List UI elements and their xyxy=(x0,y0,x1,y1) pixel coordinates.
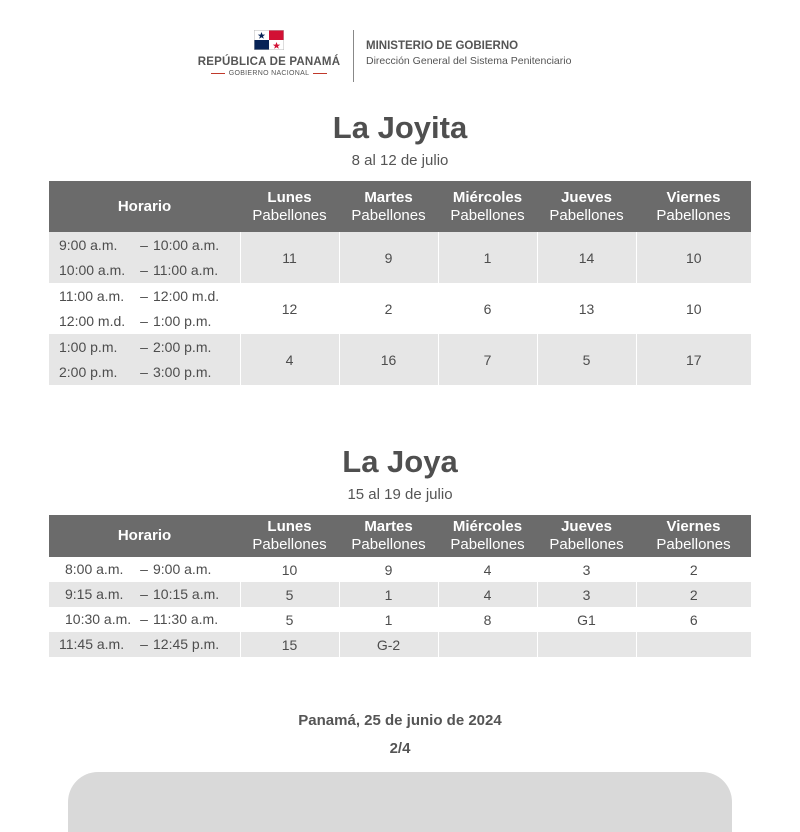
value-cell: 5 xyxy=(537,334,636,385)
header-horario: Horario xyxy=(49,181,240,232)
time-cell: 1:00 p.m. – 2:00 p.m. 2:00 p.m. – 3:00 p.m. xyxy=(49,334,240,385)
header-horario: Horario xyxy=(49,515,240,557)
value-cell: 4 xyxy=(438,582,537,607)
value-cell: 2 xyxy=(636,557,751,582)
value-cell: 11 xyxy=(240,232,339,283)
header-martes: Martes Pabellones xyxy=(339,181,438,232)
direccion-label: Dirección General del Sistema Penitenciario xyxy=(366,55,572,67)
joyita-schedule-table xyxy=(49,181,751,385)
joyita-dates: 8 al 12 de julio xyxy=(351,152,449,169)
value-cell: 13 xyxy=(537,283,636,334)
value-cell: 15 xyxy=(240,632,339,657)
time-cell: 9:00 a.m. – 10:00 a.m. 10:00 a.m. – 11:00 a.m. xyxy=(49,232,240,283)
time-cell: 9:15 a.m. – 10:15 a.m. xyxy=(49,582,240,607)
table-header-row xyxy=(49,515,751,557)
value-cell: 16 xyxy=(339,334,438,385)
value-cell xyxy=(438,632,537,657)
value-cell: 5 xyxy=(240,582,339,607)
time-cell: 11:45 a.m. – 12:45 p.m. xyxy=(49,632,240,657)
table-row xyxy=(49,582,751,607)
panama-flag-icon xyxy=(254,30,284,50)
value-cell: 9 xyxy=(339,557,438,582)
gobierno-label xyxy=(196,70,342,77)
bottom-decoration-bar xyxy=(68,772,732,832)
value-cell: G1 xyxy=(537,607,636,632)
value-cell: 8 xyxy=(438,607,537,632)
header-jueves: Jueves Pabellones xyxy=(537,515,636,557)
table-header-row xyxy=(49,181,751,232)
value-cell: 9 xyxy=(339,232,438,283)
value-cell: 1 xyxy=(339,607,438,632)
ministerio-label: MINISTERIO DE GOBIERNO xyxy=(366,40,519,52)
value-cell: 17 xyxy=(636,334,751,385)
value-cell: G-2 xyxy=(339,632,438,657)
page-number: 2/4 xyxy=(389,740,411,757)
header-viernes: Viernes Pabellones xyxy=(636,515,751,557)
value-cell: 14 xyxy=(537,232,636,283)
header-viernes: Viernes Pabellones xyxy=(636,181,751,232)
gobierno-text: GOBIERNO NACIONAL xyxy=(228,70,310,77)
republica-label: REPÚBLICA DE PANAMÁ xyxy=(197,56,341,68)
header-martes: Martes Pabellones xyxy=(339,515,438,557)
value-cell: 6 xyxy=(438,283,537,334)
value-cell xyxy=(537,632,636,657)
table-row xyxy=(49,557,751,582)
table-row xyxy=(49,283,751,334)
value-cell: 10 xyxy=(636,232,751,283)
table-row xyxy=(49,607,751,632)
value-cell: 4 xyxy=(240,334,339,385)
header-miercoles: Miércoles Pabellones xyxy=(438,515,537,557)
joya-title: La Joya xyxy=(342,444,458,479)
value-cell: 1 xyxy=(438,232,537,283)
value-cell xyxy=(636,632,751,657)
joya-schedule-table xyxy=(49,515,751,657)
table-row xyxy=(49,632,751,657)
value-cell: 5 xyxy=(240,607,339,632)
value-cell: 1 xyxy=(339,582,438,607)
value-cell: 2 xyxy=(339,283,438,334)
value-cell: 12 xyxy=(240,283,339,334)
header xyxy=(0,28,800,88)
table-row xyxy=(49,232,751,283)
value-cell: 10 xyxy=(636,283,751,334)
value-cell: 2 xyxy=(636,582,751,607)
government-logo xyxy=(196,30,342,77)
header-jueves: Jueves Pabellones xyxy=(537,181,636,232)
time-cell: 10:30 a.m. – 11:30 a.m. xyxy=(49,607,240,632)
time-cell: 8:00 a.m. – 9:00 a.m. xyxy=(49,557,240,582)
value-cell: 3 xyxy=(537,557,636,582)
header-lunes: Lunes Pabellones xyxy=(240,515,339,557)
ministry-block xyxy=(366,40,571,67)
value-cell: 6 xyxy=(636,607,751,632)
time-cell: 11:00 a.m. – 12:00 m.d. 12:00 m.d. – 1:00 p.m. xyxy=(49,283,240,334)
value-cell: 4 xyxy=(438,557,537,582)
header-lunes: Lunes Pabellones xyxy=(240,181,339,232)
table-row xyxy=(49,334,751,385)
value-cell: 3 xyxy=(537,582,636,607)
footer-date: Panamá, 25 de junio de 2024 xyxy=(298,712,502,729)
header-miercoles: Miércoles Pabellones xyxy=(438,181,537,232)
joya-dates: 15 al 19 de julio xyxy=(347,486,453,503)
value-cell: 7 xyxy=(438,334,537,385)
header-divider xyxy=(353,30,354,82)
joyita-title: La Joyita xyxy=(332,110,468,145)
value-cell: 10 xyxy=(240,557,339,582)
